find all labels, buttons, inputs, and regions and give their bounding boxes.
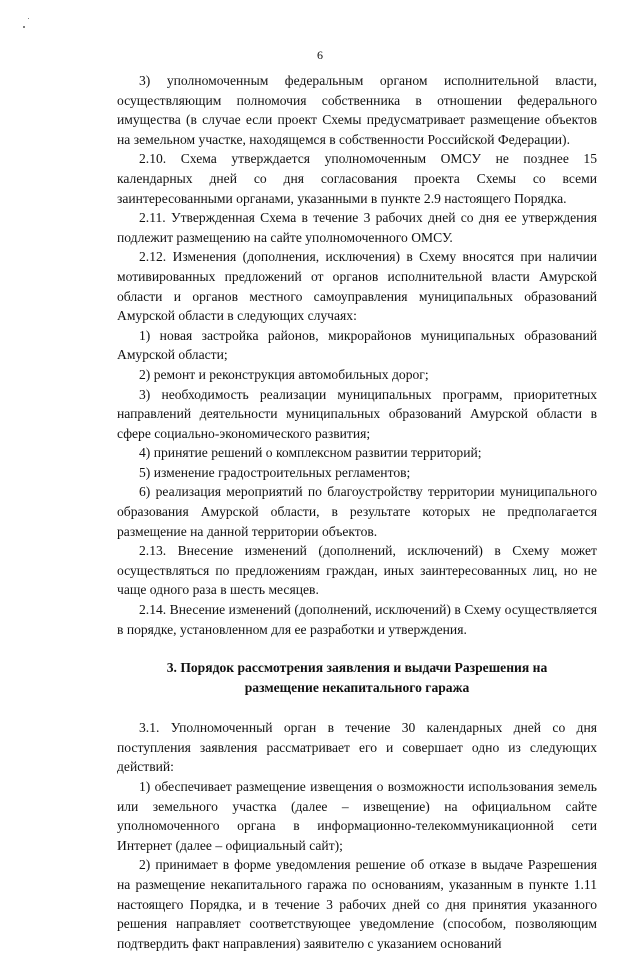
scan-speck — [28, 18, 29, 19]
paragraph: 3.1. Уполномоченный орган в течение 30 календарных дней со дня поступления заявления рассматривает его и совершает одно из следующих действий: — [117, 720, 597, 775]
list-item: 1) новая застройка районов, микрорайонов муниципальных образований Амурской области; — [117, 327, 597, 363]
scan-speck — [23, 26, 25, 28]
list-item: 4) принятие решений о комплексном развитии территорий; — [139, 445, 482, 461]
section-heading: 3. Порядок рассмотрения заявления и выдачи Разрешения на — [166, 660, 548, 676]
paragraph: 3) уполномоченным федеральным органом исполнительной власти, осуществляющим полномочия собственника в отношении федерального имущества (в случае если проект Схемы предусматривает размещение объектов на земельном участке, находящемся в собственности Российской Федерации). — [117, 73, 597, 147]
list-item: 2) ремонт и реконструкция автомобильных дорог; — [139, 366, 429, 382]
list-item: 2) принимает в форме уведомления решение об отказе в выдаче Разрешения на размещение некапитального гаража по основаниям, указанным в пункте 1.11 настоящего Порядка, и в течение 3 рабочих дней со дня принятия указанного решения направляет соответствующее уведомление (способом, позволяющим подтвердить факт направления) заявителю с указанием оснований — [117, 857, 597, 951]
paragraph: 2.13. Внесение изменений (дополнений, исключений) в Схему может осуществляться по предложениям граждан, иных заинтересованных лиц, но не чаще одного раза в шесть месяцев. — [117, 543, 597, 598]
paragraph: 2.11. Утвержденная Схема в течение 3 рабочих дней со дня ее утверждения подлежит размещению на сайте уполномоченного ОМСУ. — [117, 210, 597, 245]
section-heading: размещение некапитального гаража — [244, 680, 470, 696]
document-body — [117, 71, 597, 953]
paragraph: 2.10. Схема утверждается уполномоченным ОМСУ не позднее 15 календарных дней со дня согласования проекта Схемы со всеми заинтересованными органами, указанными в пункте 2.9 настоящего Порядка. — [117, 151, 597, 206]
list-item: 5) изменение градостроительных регламентов; — [139, 464, 411, 480]
list-item: 3) необходимость реализации муниципальных программ, приоритетных направлений деятельности муниципальных образований Амурской области в сфере социально-экономического развития; — [117, 386, 597, 441]
paragraph: 2.12. Изменения (дополнения, исключения) в Схему вносятся при наличии мотивированных предложений от органов исполнительной власти Амурской области и органов местного самоуправления муниципальных образований Амурской области в следующих случаях: — [117, 249, 597, 324]
page-number: 6 — [317, 48, 323, 62]
list-item: 6) реализация мероприятий по благоустройству территории муниципального образования Амурской области, в результате которых не предполагается размещение на данной территории объектов. — [117, 484, 597, 539]
list-item: 1) обеспечивает размещение извещения о возможности использования земель или земельного участка (далее – извещение) на официальном сайте уполномоченного органа в информационно-телекоммуникационной сети Интернет (далее – официальный сайт); — [117, 779, 597, 853]
paragraph: 2.14. Внесение изменений (дополнений, исключений) в Схему осуществляется в порядке, установленном для ее разработки и утверждения. — [117, 602, 597, 637]
